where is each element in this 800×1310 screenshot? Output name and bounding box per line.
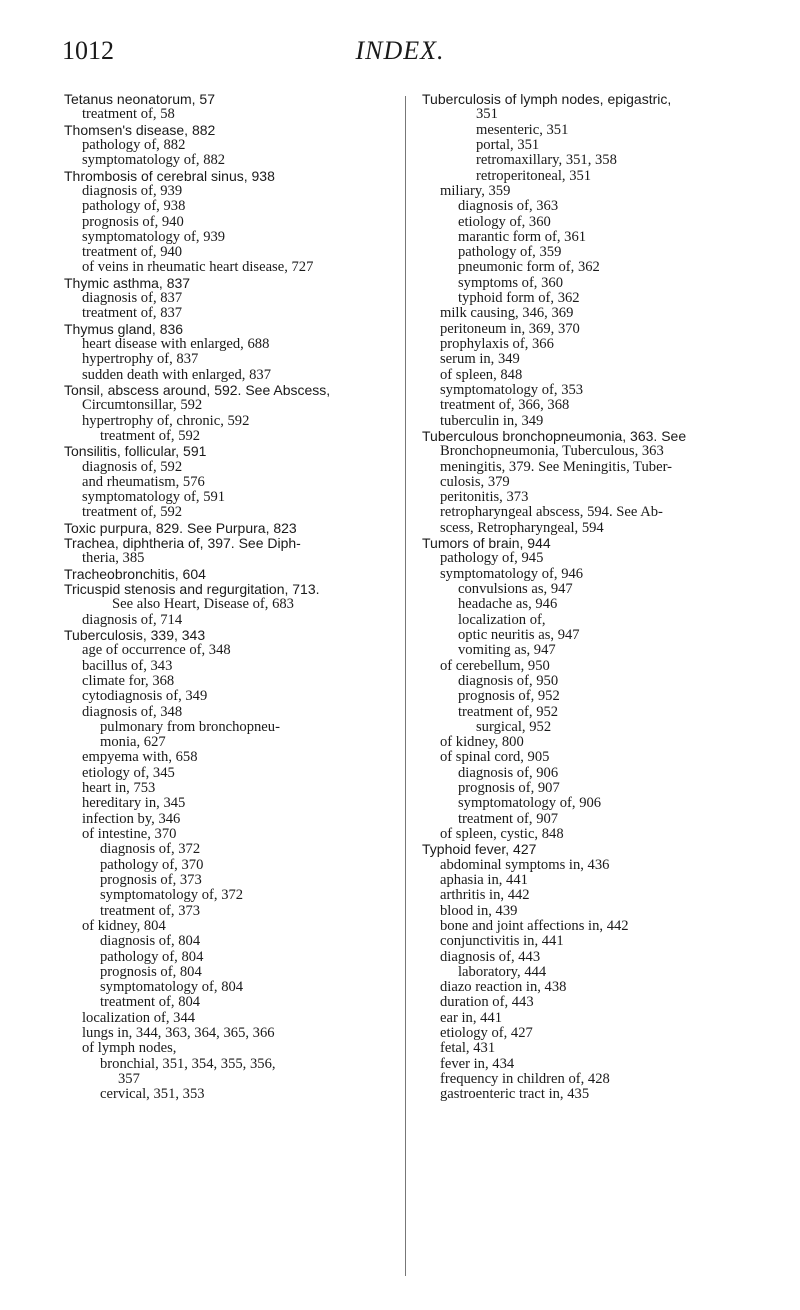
index-subentry: theria, 385 [82, 550, 145, 567]
index-subentry: arthritis in, 442 [440, 887, 530, 904]
index-subentry: Circumtonsillar, 592 [82, 397, 203, 414]
index-subentry: diagnosis of, 906 [458, 764, 559, 781]
index-subentry: prognosis of, 952 [458, 688, 560, 705]
index-subentry: treatment of, 366, 368 [440, 397, 570, 414]
index-subentry: diagnosis of, 837 [82, 290, 183, 307]
page-header [62, 36, 738, 76]
index-subentry: age of occurrence of, 348 [82, 642, 231, 659]
index-heading: Toxic purpura, 829. See Purpura, 823 [64, 519, 297, 536]
index-subentry: prognosis of, 804 [100, 963, 202, 980]
index-subentry: hypertrophy of, chronic, 592 [82, 412, 250, 429]
index-subentry: ear in, 441 [440, 1009, 503, 1026]
index-subentry: Bronchopneumonia, Tuberculous, 363 [440, 443, 664, 460]
index-subentry: treatment of, 58 [82, 106, 175, 123]
index-subentry: symptomatology of, 591 [82, 489, 226, 506]
index-subentry: gastroenteric tract in, 435 [440, 1086, 590, 1103]
index-subentry: lungs in, 344, 363, 364, 365, 366 [82, 1025, 275, 1042]
index-subentry: fever in, 434 [440, 1055, 515, 1072]
index-subentry: milk causing, 346, 369 [440, 305, 574, 322]
index-subentry: treatment of, 837 [82, 305, 183, 322]
index-subentry: treatment of, 592 [100, 427, 201, 444]
index-subentry: hereditary in, 345 [82, 795, 186, 812]
index-subentry: of veins in rheumatic heart disease, 727 [82, 259, 314, 276]
index-subentry: bronchial, 351, 354, 355, 356, [100, 1055, 276, 1072]
index-subentry: of kidney, 804 [82, 917, 166, 934]
index-heading: Trachea, diphtheria of, 397. See Diph- [64, 535, 301, 552]
index-subentry: duration of, 443 [440, 994, 534, 1011]
index-heading: Tetanus neonatorum, 57 [64, 91, 215, 107]
index-heading: Tonsil, abscess around, 592. See Abscess, [64, 381, 331, 398]
index-subentry: miliary, 359 [440, 182, 511, 199]
index-heading: Tonsilitis, follicular, 591 [64, 443, 207, 460]
column-divider [405, 96, 406, 1276]
index-subentry: vomiting as, 947 [458, 642, 556, 659]
page-number: 1012 [62, 36, 114, 65]
index-subentry: of kidney, 800 [440, 734, 524, 751]
index-subentry: conjunctivitis in, 441 [440, 933, 564, 950]
index-subentry: and rheumatism, 576 [82, 473, 205, 490]
index-subentry: symptomatology of, 353 [440, 381, 584, 398]
index-subentry: tuberculin in, 349 [440, 412, 544, 429]
index-subentry: meningitis, 379. See Meningitis, Tuber- [440, 458, 672, 475]
index-subentry: symptomatology of, 804 [100, 979, 244, 996]
index-heading: Thymus gland, 836 [64, 320, 184, 337]
index-heading: Tuberculous bronchopneumonia, 363. See [422, 427, 687, 444]
index-subentry: diagnosis of, 804 [100, 933, 201, 950]
index-subentry: diagnosis of, 939 [82, 182, 183, 199]
index-subentry: treatment of, 373 [100, 902, 201, 919]
index-subentry: heart disease with enlarged, 688 [82, 336, 270, 352]
index-subentry: blood in, 439 [440, 902, 518, 919]
index-subentry: diagnosis of, 592 [82, 458, 183, 475]
index-subentry: 351 [476, 106, 498, 123]
index-subentry: serum in, 349 [440, 351, 520, 368]
index-subentry: symptomatology of, 946 [440, 565, 584, 582]
index-subentry: etiology of, 427 [440, 1025, 533, 1042]
index-subentry: frequency in children of, 428 [440, 1071, 610, 1087]
index-subentry: of spleen, 848 [440, 366, 523, 383]
index-subentry: empyema with, 658 [82, 749, 198, 766]
index-subentry: symptomatology of, 372 [100, 887, 244, 904]
index-subentry: pulmonary from bronchopneu- [100, 718, 280, 735]
index-subentry: portal, 351 [476, 136, 540, 153]
index-subentry: climate for, 368 [82, 672, 175, 689]
index-subentry: etiology of, 345 [82, 764, 175, 781]
index-subentry: cytodiagnosis of, 349 [82, 688, 208, 705]
index-subentry: diagnosis of, 714 [82, 611, 183, 628]
index-subentry: symptomatology of, 882 [82, 152, 226, 169]
index-subentry: marantic form of, 361 [458, 228, 587, 245]
index-subentry: pathology of, 882 [82, 136, 186, 153]
index-subentry: hypertrophy of, 837 [82, 351, 199, 368]
index-subentry: of cerebellum, 950 [440, 657, 550, 674]
index-heading: Thymic asthma, 837 [64, 274, 191, 291]
index-subentry: diagnosis of, 950 [458, 672, 559, 689]
index-subentry: pathology of, 359 [458, 244, 562, 261]
index-subentry: aphasia in, 441 [440, 871, 528, 888]
index-subentry: treatment of, 804 [100, 994, 201, 1011]
index-subentry: treatment of, 952 [458, 703, 559, 720]
index-subentry: retroperitoneal, 351 [476, 167, 592, 184]
index-heading: Thomsen's disease, 882 [64, 121, 216, 138]
index-subentry: diazo reaction in, 438 [440, 979, 567, 996]
index-subentry: of lymph nodes, [82, 1040, 177, 1057]
index-heading: Tricuspid stenosis and regurgitation, 713. [64, 581, 320, 597]
index-heading: Typhoid fever, 427 [422, 841, 537, 858]
index-subentry: monia, 627 [100, 734, 166, 751]
index-subentry: infection by, 346 [82, 810, 181, 827]
index-subentry: diagnosis of, 363 [458, 198, 559, 215]
index-subentry: prognosis of, 373 [100, 871, 202, 888]
index-subentry: pathology of, 945 [440, 550, 544, 567]
index-subentry: symptomatology of, 906 [458, 795, 602, 812]
index-subentry: etiology of, 360 [458, 213, 551, 230]
index-heading: Tuberculosis, 339, 343 [64, 626, 206, 643]
index-subentry: convulsions as, 947 [458, 581, 573, 597]
index-subentry: prophylaxis of, 366 [440, 336, 554, 352]
index-column-left [64, 92, 394, 1103]
index-subentry: prognosis of, 940 [82, 213, 184, 230]
index-column-right [422, 92, 752, 1103]
index-subentry: treatment of, 592 [82, 504, 183, 521]
index-subentry: sudden death with enlarged, 837 [82, 366, 271, 383]
index-subentry: pathology of, 938 [82, 198, 186, 215]
index-subentry: scess, Retropharyngeal, 594 [440, 519, 604, 536]
index-subentry: localization of, 344 [82, 1009, 196, 1026]
index-subentry: bone and joint affections in, 442 [440, 917, 629, 934]
index-subentry: symptomatology of, 939 [82, 228, 226, 245]
index-subentry: bacillus of, 343 [82, 657, 173, 674]
index-subentry: typhoid form of, 362 [458, 290, 580, 307]
index-subentry: of spleen, cystic, 848 [440, 826, 564, 842]
index-subentry: headache as, 946 [458, 596, 558, 613]
index-subentry: 357 [118, 1071, 140, 1087]
index-subentry: pneumonic form of, 362 [458, 259, 600, 276]
index-subentry: pathology of, 804 [100, 948, 204, 965]
index-subentry: optic neuritis as, 947 [458, 626, 580, 643]
index-subentry: diagnosis of, 372 [100, 841, 201, 858]
index-subentry: See also Heart, Disease of, 683 [112, 596, 294, 613]
index-subentry: retropharyngeal abscess, 594. See Ab- [440, 504, 663, 521]
index-subentry: diagnosis of, 443 [440, 948, 541, 965]
index-subentry: heart in, 753 [82, 780, 156, 797]
index-subentry: pathology of, 370 [100, 856, 204, 873]
index-heading: Tuberculosis of lymph nodes, epigastric, [422, 91, 672, 107]
index-subentry: of spinal cord, 905 [440, 749, 550, 766]
index-subentry: peritonitis, 373 [440, 489, 529, 506]
index-subentry: diagnosis of, 348 [82, 703, 183, 720]
index-subentry: abdominal symptoms in, 436 [440, 856, 610, 873]
index-heading: Tumors of brain, 944 [422, 535, 551, 552]
index-subentry: surgical, 952 [476, 718, 552, 735]
index-subentry: laboratory, 444 [458, 963, 547, 980]
index-heading: Tracheobronchitis, 604 [64, 565, 206, 582]
index-subentry: localization of, [458, 611, 546, 628]
index-subentry: fetal, 431 [440, 1040, 496, 1057]
index-heading: Thrombosis of cerebral sinus, 938 [64, 167, 275, 184]
index-subentry: treatment of, 940 [82, 244, 183, 261]
index-subentry: culosis, 379 [440, 473, 510, 490]
index-subentry: treatment of, 907 [458, 810, 559, 827]
index-subentry: retromaxillary, 351, 358 [476, 152, 617, 169]
running-title: INDEX. [355, 36, 445, 65]
index-subentry: mesenteric, 351 [476, 121, 569, 138]
index-subentry: symptoms of, 360 [458, 274, 563, 291]
index-subentry: of intestine, 370 [82, 826, 177, 842]
index-subentry: prognosis of, 907 [458, 780, 560, 797]
index-subentry: cervical, 351, 353 [100, 1086, 205, 1103]
index-subentry: peritoneum in, 369, 370 [440, 320, 580, 337]
